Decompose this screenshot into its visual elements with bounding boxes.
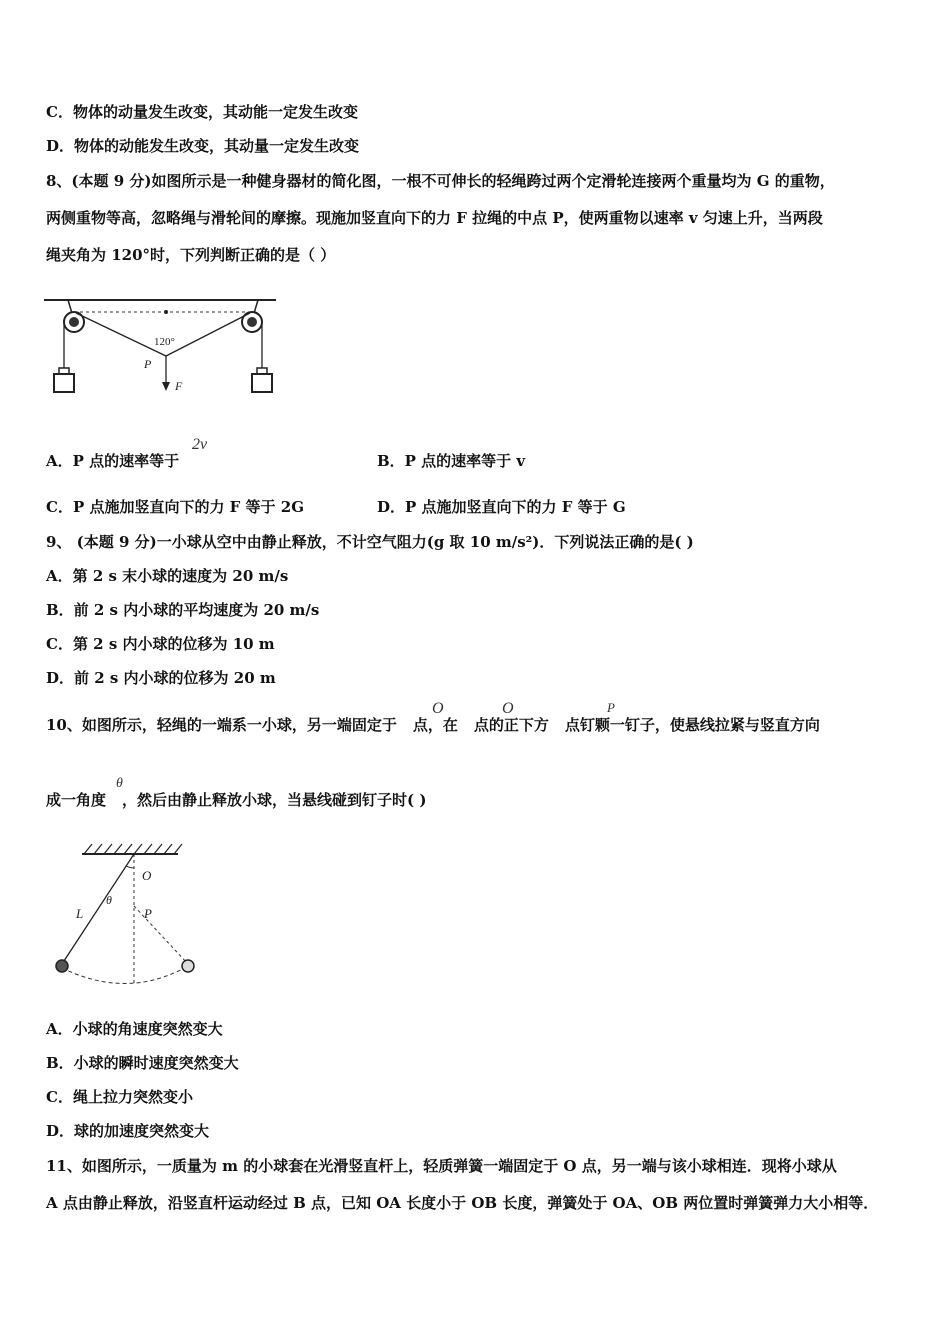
q10-option-d: D．球的加速度突然变大	[46, 1122, 210, 1140]
q8-option-a-expr: 2v	[192, 436, 208, 453]
q10-symbol-o1: O	[432, 700, 444, 717]
q8-option-c: C．P 点施加竖直向下的力 F 等于 2G	[46, 498, 305, 516]
q10-symbol-o2: O	[502, 700, 514, 717]
q10-option-c: C．绳上拉力突然变小	[46, 1088, 193, 1106]
q10-symbol-p: P	[607, 700, 615, 715]
q10-line2b: ，然后由静止释放小球，当悬线碰到钉子时( )	[122, 791, 427, 809]
q8-option-a-text: A．P 点的速率等于	[46, 452, 180, 470]
q9-option-c: C．第 2 s 内小球的位移为 10 m	[46, 635, 275, 653]
q10-seg3: 点的正下方	[473, 716, 549, 734]
q10-seg2: 点，在	[412, 716, 458, 734]
q11-stem-line2: A 点由静止释放，沿竖直杆运动经过 B 点，已知 OA 长度小于 OB 长度，弹簧处于 OA、OB 两位置时弹簧弹力大小相等．	[46, 1194, 879, 1212]
label-theta: θ	[106, 893, 112, 907]
ball-left	[56, 960, 68, 972]
q10-line2a: 成一角度	[46, 791, 107, 809]
q10-symbol-theta: θ	[116, 776, 123, 791]
force-f-label: F	[175, 379, 183, 393]
q10-option-b: B．小球的瞬时速度突然变大	[46, 1054, 239, 1072]
q8-stem-line1: 8、(本题 9 分)如图所示是一种健身器材的简化图，一根不可伸长的轻绳跨过两个定滑轮连接两个重量均为 G 的重物，	[46, 172, 835, 190]
ball-right	[182, 960, 194, 972]
q8-option-b: B．P 点的速率等于 v	[377, 452, 526, 470]
q10-seg1: 10、如图所示，轻绳的一端系一小球，另一端固定于	[46, 716, 397, 734]
q9-stem: 9、 (本题 9 分)一小球从空中由静止释放，不计空气阻力(g 取 10 m/s²)．下列说法正确的是( )	[46, 533, 694, 551]
angle-label: 120°	[154, 336, 175, 348]
q8-stem-line2: 两侧重物等高，忽略绳与滑轮间的摩擦。现施加竖直向下的力 F 拉绳的中点 P，使两重物以速率 v 匀速上升，当两段	[46, 209, 823, 227]
q10-option-a: A．小球的角速度突然变大	[46, 1020, 223, 1038]
q8-stem-line3: 绳夹角为 120°时，下列判断正确的是（ ）	[46, 246, 336, 264]
label-o: O	[142, 868, 152, 883]
point-p-label: P	[144, 357, 152, 371]
q10-stem-line1	[46, 715, 820, 735]
q8-pulley-figure	[44, 292, 278, 402]
q9-option-a: A．第 2 s 末小球的速度为 20 m/s	[46, 567, 289, 585]
q7-option-d: D．物体的动能发生改变，其动量一定发生改变	[46, 137, 360, 155]
q7-option-c: C．物体的动量发生改变，其动能一定发生改变	[46, 103, 358, 121]
q10-pendulum-figure	[48, 838, 208, 998]
q8-option-a	[46, 451, 179, 471]
left-weight	[54, 368, 74, 392]
label-l: L	[76, 906, 84, 921]
q9-option-d: D．前 2 s 内小球的位移为 20 m	[46, 669, 276, 687]
q10-stem-line2	[46, 790, 426, 810]
q8-option-d: D．P 点施加竖直向下的力 F 等于 G	[377, 498, 626, 516]
q10-seg4: 点钉颗一钉子，使悬线拉紧与竖直方向	[564, 716, 820, 734]
q9-option-b: B．前 2 s 内小球的平均速度为 20 m/s	[46, 601, 320, 619]
q11-stem-line1: 11、如图所示，一质量为 m 的小球套在光滑竖直杆上，轻质弹簧一端固定于 O 点，另一端与该小球相连．现将小球从	[46, 1157, 837, 1175]
right-weight	[252, 368, 272, 392]
label-p: P	[144, 906, 152, 921]
